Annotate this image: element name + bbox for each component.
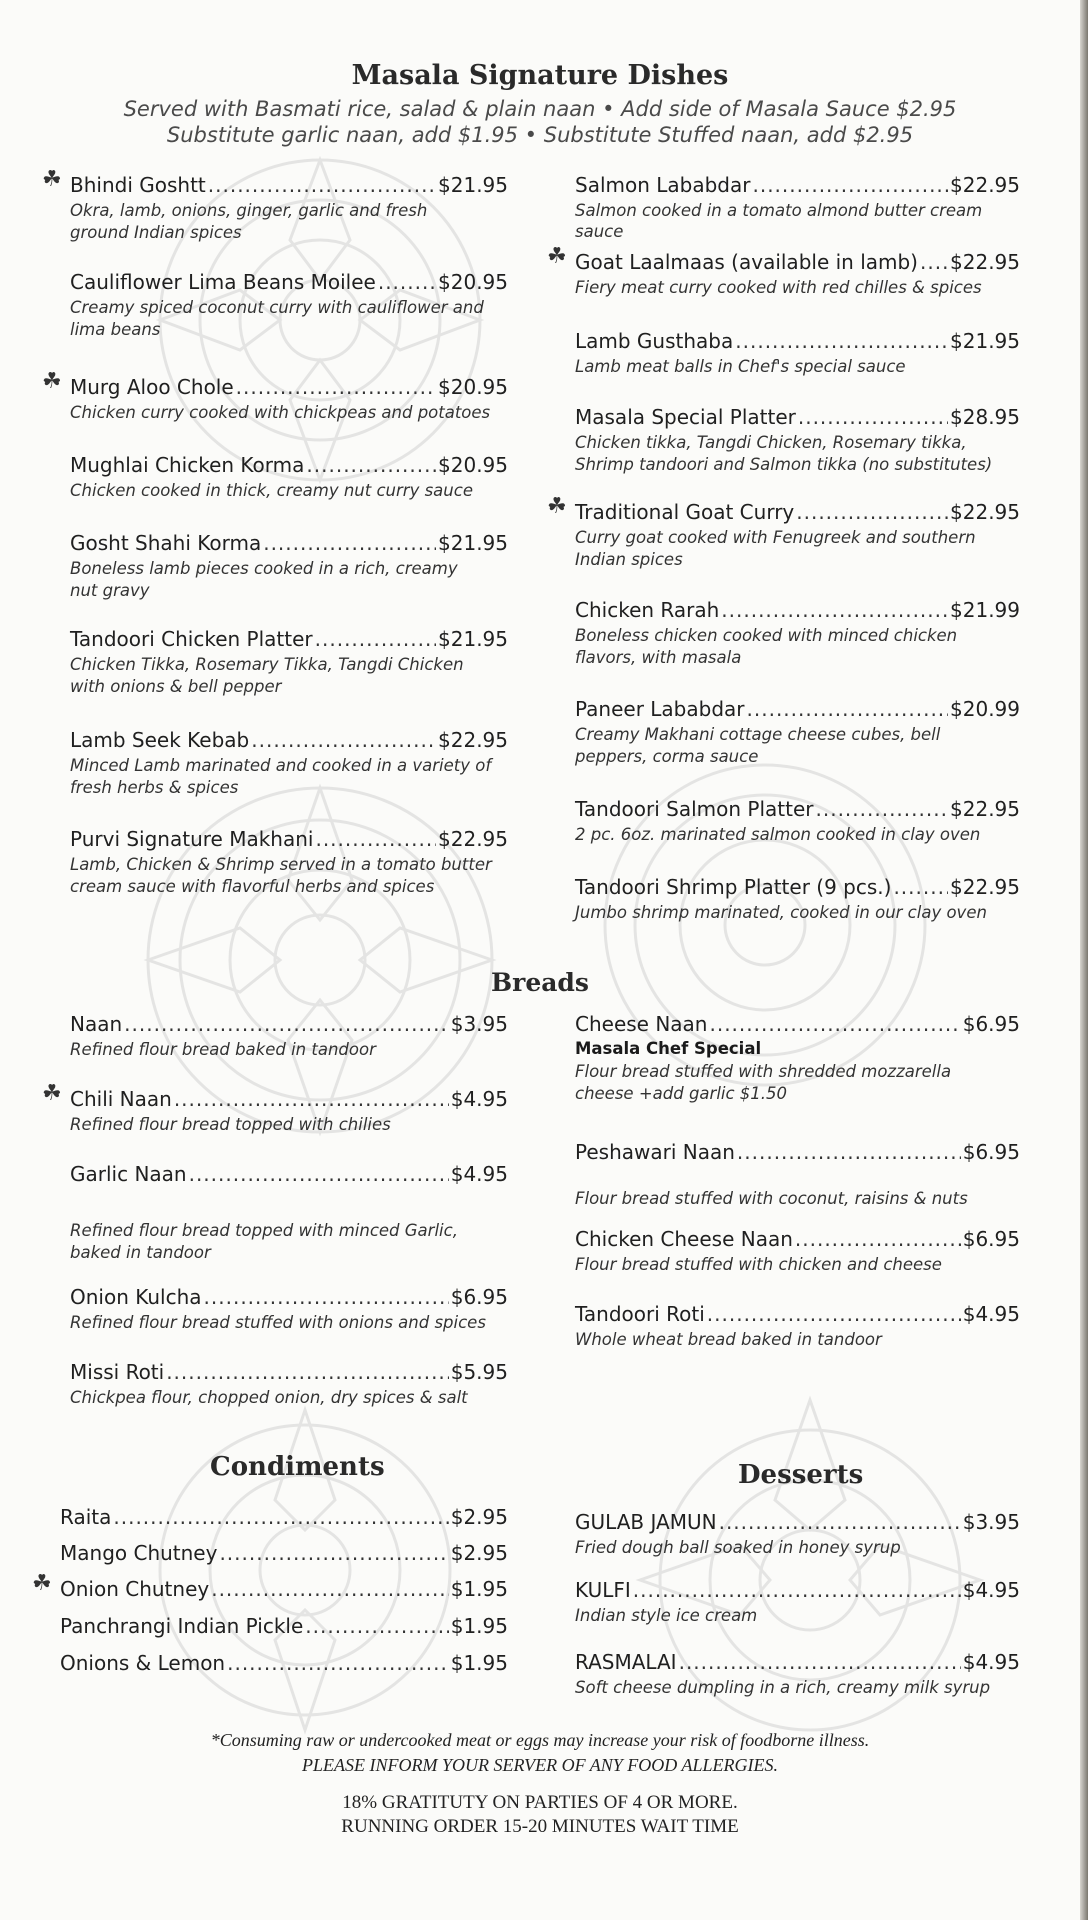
menu-item-price: $22.95 <box>438 827 508 851</box>
leader-dots <box>263 531 436 555</box>
menu-item-name: Lamb Seek Kebab <box>70 728 250 752</box>
menu-item-name: Chicken Rarah <box>575 598 720 622</box>
leader-dots <box>251 728 436 752</box>
menu-item-price: $5.95 <box>450 1360 508 1384</box>
menu-item-name: Purvi Signature Makhani <box>70 827 314 851</box>
menu-item-name: Garlic Naan <box>70 1162 187 1186</box>
chili-pepper-icon: ☘ <box>42 369 62 394</box>
menu-item-name: Mango Chutney <box>60 1541 218 1565</box>
leader-dots <box>315 827 436 851</box>
leader-dots <box>208 173 436 197</box>
menu-item-price: $4.95 <box>962 1302 1020 1326</box>
menu-item-price: $6.95 <box>962 1012 1020 1036</box>
menu-item-price: $4.95 <box>962 1578 1020 1602</box>
menu-item-name: Cauliflower Lima Beans Moilee <box>70 270 376 294</box>
leader-dots <box>737 1140 961 1164</box>
header-note-2: Substitute garlic naan, add $1.95 • Substitute Stuffed naan, add $2.95 <box>166 123 914 147</box>
menu-item-description: Chickpea flour, chopped onion, dry spices & salt <box>70 1388 468 1407</box>
menu-item-description: Chicken curry cooked with chickpeas and potatoes <box>70 403 491 422</box>
menu-item-row <box>575 329 1020 353</box>
menu-item-description: Refined flour bread topped with minced Garlic, <box>70 1221 458 1240</box>
menu-item-row <box>70 1012 508 1036</box>
menu-item-description: Creamy Makhani cottage cheese cubes, bell <box>575 725 941 744</box>
menu-item-row <box>575 875 1020 899</box>
menu-item-name: GULAB JAMUN <box>575 1510 717 1534</box>
menu-item-name: Raita <box>60 1505 112 1529</box>
menu-item-description: Shrimp tandoori and Salmon tikka (no substitutes) <box>575 455 993 474</box>
menu-item-price: $20.95 <box>438 453 508 477</box>
leader-dots <box>124 1012 449 1036</box>
gratuity-notice: 18% GRATITUTY ON PARTIES OF 4 OR MORE. <box>342 1792 738 1813</box>
menu-item-price: $22.95 <box>950 250 1020 274</box>
leader-dots <box>796 500 948 524</box>
menu-item-description: Okra, lamb, onions, ginger, garlic and fresh <box>70 201 428 220</box>
menu-item-name: Chili Naan <box>70 1087 172 1111</box>
menu-item-price: $1.95 <box>450 1577 508 1601</box>
menu-item-price: $22.95 <box>950 173 1020 197</box>
leader-dots <box>236 375 436 399</box>
menu-item-name: Panchrangi Indian Pickle <box>60 1614 304 1638</box>
menu-item-description: ground Indian spices <box>70 223 242 242</box>
menu-item-name: Paneer Lababdar <box>575 697 745 721</box>
menu-item-name: Lamb Gusthaba <box>575 329 734 353</box>
leader-dots <box>166 1360 449 1384</box>
menu-item-name: Onion Kulcha <box>70 1285 202 1309</box>
menu-item-description: flavors, with masala <box>575 648 742 667</box>
menu-item-row <box>70 1087 508 1111</box>
menu-item-description: Chicken Tikka, Rosemary Tikka, Tangdi Chicken <box>70 655 464 674</box>
leader-dots <box>315 627 436 651</box>
menu-item-name: Missi Roti <box>70 1360 165 1384</box>
section-title-desserts: Desserts <box>738 1460 864 1490</box>
menu-item-price: $3.95 <box>450 1012 508 1036</box>
menu-item-description: Indian spices <box>575 550 683 569</box>
leader-dots <box>219 1541 448 1565</box>
menu-item-description: Minced Lamb marinated and cooked in a variety of <box>70 756 492 775</box>
leader-dots <box>719 1510 961 1534</box>
menu-item-name: Tandoori Shrimp Platter (9 pcs.) <box>575 875 892 899</box>
menu-item-price: $4.95 <box>450 1087 508 1111</box>
menu-item-description: baked in tandoor <box>70 1243 211 1262</box>
leader-dots <box>306 453 436 477</box>
menu-item-row <box>70 375 508 399</box>
leader-dots <box>816 797 949 821</box>
leader-dots <box>189 1162 449 1186</box>
leader-dots <box>378 270 436 294</box>
menu-item-price: $6.95 <box>962 1227 1020 1251</box>
menu-item-row <box>60 1505 508 1529</box>
leader-dots <box>920 250 948 274</box>
menu-item-price: $2.95 <box>450 1505 508 1529</box>
menu-item-description: lima beans <box>70 320 161 339</box>
menu-item-description: Fiery meat curry cooked with red chilles & spices <box>575 278 982 297</box>
menu-item-name: Goat Laalmaas (available in lamb) <box>575 250 918 274</box>
menu-item-price: $4.95 <box>962 1650 1020 1674</box>
menu-item-description: Whole wheat bread baked in tandoor <box>575 1330 882 1349</box>
menu-item-description: Creamy spiced coconut curry with cauliflower and <box>70 298 484 317</box>
leader-dots <box>795 1227 961 1251</box>
menu-item-price: $1.95 <box>450 1651 508 1675</box>
menu-item-name: Masala Special Platter <box>575 405 796 429</box>
menu-item-price: $2.95 <box>450 1541 508 1565</box>
menu-item-description: nut gravy <box>70 581 150 600</box>
section-title-breads: Breads <box>491 968 589 997</box>
chili-pepper-icon: ☘ <box>547 244 567 269</box>
leader-dots <box>633 1578 961 1602</box>
menu-item-description: Soft cheese dumpling in a rich, creamy milk syrup <box>575 1678 991 1697</box>
leader-dots <box>752 173 948 197</box>
menu-item-row <box>575 1227 1020 1251</box>
menu-item-description: Chicken tikka, Tangdi Chicken, Rosemary tikka, <box>575 433 967 452</box>
menu-item-row <box>575 1650 1020 1674</box>
menu-item-description: Lamb, Chicken & Shrimp served in a tomato butter <box>70 855 492 874</box>
menu-item-name: Naan <box>70 1012 123 1036</box>
menu-item-row <box>70 531 508 555</box>
menu-item-row <box>70 1285 508 1309</box>
menu-item-row <box>575 173 1020 197</box>
menu-item-name: Cheese Naan <box>575 1012 708 1036</box>
menu-item-name: Mughlai Chicken Korma <box>70 453 305 477</box>
menu-item-description: Flour bread stuffed with shredded mozzarella <box>575 1062 952 1081</box>
chili-pepper-icon: ☘ <box>547 494 567 519</box>
menu-item-description: Refined flour bread topped with chilies <box>70 1115 391 1134</box>
menu-item-row <box>575 405 1020 429</box>
menu-item-description: Fried dough ball soaked in honey syrup <box>575 1538 901 1557</box>
leader-dots <box>747 697 949 721</box>
chili-pepper-icon: ☘ <box>32 1571 52 1596</box>
menu-item-description: Jumbo shrimp marinated, cooked in our clay oven <box>575 903 987 922</box>
menu-item-row <box>70 270 508 294</box>
menu-item-row <box>60 1651 508 1675</box>
leader-dots <box>679 1650 961 1674</box>
leader-dots <box>707 1302 961 1326</box>
menu-item-row <box>575 1510 1020 1534</box>
menu-item-price: $21.95 <box>438 531 508 555</box>
menu-item-row <box>70 1360 508 1384</box>
menu-item-description: Boneless lamb pieces cooked in a rich, creamy <box>70 559 458 578</box>
menu-item-description: cream sauce with flavorful herbs and spices <box>70 877 435 896</box>
leader-dots <box>174 1087 449 1111</box>
section-title-signature: Masala Signature Dishes <box>351 60 729 91</box>
menu-item-price: $6.95 <box>962 1140 1020 1164</box>
menu-item-price: $21.95 <box>950 329 1020 353</box>
menu-item-name: Tandoori Roti <box>575 1302 705 1326</box>
menu-item-description: peppers, corma sauce <box>575 747 759 766</box>
menu-item-row <box>575 1578 1020 1602</box>
menu-item-row <box>575 1140 1020 1164</box>
menu-item-price: $28.95 <box>950 405 1020 429</box>
menu-item-name: Chicken Cheese Naan <box>575 1227 793 1251</box>
leader-dots <box>893 875 948 899</box>
menu-item-row <box>70 453 508 477</box>
menu-item-description: Salmon cooked in a tomato almond butter cream sauce <box>575 201 983 241</box>
leader-dots <box>305 1614 448 1638</box>
menu-item-row <box>575 1012 1020 1036</box>
menu-item-name: Onion Chutney <box>60 1577 210 1601</box>
menu-item-name: Tandoori Chicken Platter <box>70 627 313 651</box>
header-note-1: Served with Basmati rice, salad & plain naan • Add side of Masala Sauce $2.95 <box>123 97 957 121</box>
menu-item-description: Indian style ice cream <box>575 1606 758 1625</box>
menu-item-row <box>70 1162 508 1186</box>
chili-pepper-icon: ☘ <box>42 1081 62 1106</box>
menu-item-name: Onions & Lemon <box>60 1651 226 1675</box>
menu-item-description: Curry goat cooked with Fenugreek and southern <box>575 528 976 547</box>
menu-item-description: Lamb meat balls in Chef's special sauce <box>575 357 906 376</box>
menu-item-description: fresh herbs & spices <box>70 778 239 797</box>
menu-item-row <box>60 1614 508 1638</box>
menu-item-price: $21.99 <box>950 598 1020 622</box>
menu-item-row <box>70 728 508 752</box>
menu-item-row <box>575 1302 1020 1326</box>
menu-item-row <box>60 1577 508 1601</box>
menu-item-row <box>575 697 1020 721</box>
menu-item-price: $1.95 <box>450 1614 508 1638</box>
menu-item-description: cheese +add garlic $1.50 <box>575 1084 788 1103</box>
menu-item-name: Traditional Goat Curry <box>575 500 795 524</box>
menu-item-price: $4.95 <box>450 1162 508 1186</box>
menu-item-description: with onions & bell pepper <box>70 677 282 696</box>
menu-item-name: KULFI <box>575 1578 631 1602</box>
menu-item-price: $3.95 <box>962 1510 1020 1534</box>
wait-time-notice: RUNNING ORDER 15-20 MINUTES WAIT TIME <box>341 1816 739 1837</box>
mandala-watermark <box>120 1400 490 1740</box>
menu-item-row <box>575 797 1020 821</box>
menu-item-price: $22.95 <box>950 875 1020 899</box>
menu-item-name: RASMALAI <box>575 1650 677 1674</box>
menu-item-description: Flour bread stuffed with chicken and cheese <box>575 1255 942 1274</box>
menu-item-description: Flour bread stuffed with coconut, raisins & nuts <box>575 1189 968 1208</box>
menu-item-row <box>60 1541 508 1565</box>
menu-item-price: $21.95 <box>438 173 508 197</box>
leader-dots <box>709 1012 960 1036</box>
menu-item-price: $20.95 <box>438 375 508 399</box>
menu-item-row <box>575 598 1020 622</box>
menu-item-row <box>70 173 508 197</box>
menu-item-row <box>575 500 1020 524</box>
menu-item-name: Salmon Lababdar <box>575 173 751 197</box>
menu-item-price: $6.95 <box>450 1285 508 1309</box>
page-edge <box>1080 0 1088 1920</box>
menu-item-description: Chicken cooked in thick, creamy nut curry sauce <box>70 481 473 500</box>
menu-item-row <box>575 250 1020 274</box>
leader-dots <box>227 1651 449 1675</box>
leader-dots <box>113 1505 448 1529</box>
menu-item-description: Boneless chicken cooked with minced chicken <box>575 626 958 645</box>
menu-item-description: 2 pc. 6oz. marinated salmon cooked in clay oven <box>575 825 981 844</box>
menu-item-price: $20.99 <box>950 697 1020 721</box>
menu-item-name: Peshawari Naan <box>575 1140 735 1164</box>
menu-item-name: Tandoori Salmon Platter <box>575 797 814 821</box>
leader-dots <box>211 1577 449 1601</box>
menu-item-price: $22.95 <box>950 500 1020 524</box>
menu-item-price: $21.95 <box>438 627 508 651</box>
menu-item-name: Gosht Shahi Korma <box>70 531 262 555</box>
menu-item-price: $22.95 <box>438 728 508 752</box>
menu-item-row <box>70 627 508 651</box>
chili-pepper-icon: ☘ <box>42 167 62 192</box>
leader-dots <box>735 329 948 353</box>
menu-item-price: $20.95 <box>438 270 508 294</box>
menu-item-description: Refined flour bread baked in tandoor <box>70 1040 376 1059</box>
leader-dots <box>798 405 948 429</box>
section-title-condiments: Condiments <box>210 1452 385 1482</box>
chef-special-label: Masala Chef Special <box>575 1039 762 1058</box>
leader-dots <box>721 598 948 622</box>
menu-item-price: $22.95 <box>950 797 1020 821</box>
menu-item-row <box>70 827 508 851</box>
menu-item-description: Refined flour bread stuffed with onions and spices <box>70 1313 486 1332</box>
allergy-notice: PLEASE INFORM YOUR SERVER OF ANY FOOD ALLERGIES. <box>302 1755 778 1775</box>
food-safety-warning: *Consuming raw or undercooked meat or eggs may increase your risk of foodborne illness. <box>210 1730 870 1750</box>
menu-item-name: Murg Aloo Chole <box>70 375 234 399</box>
leader-dots <box>204 1285 449 1309</box>
menu-item-name: Bhindi Goshtt <box>70 173 206 197</box>
